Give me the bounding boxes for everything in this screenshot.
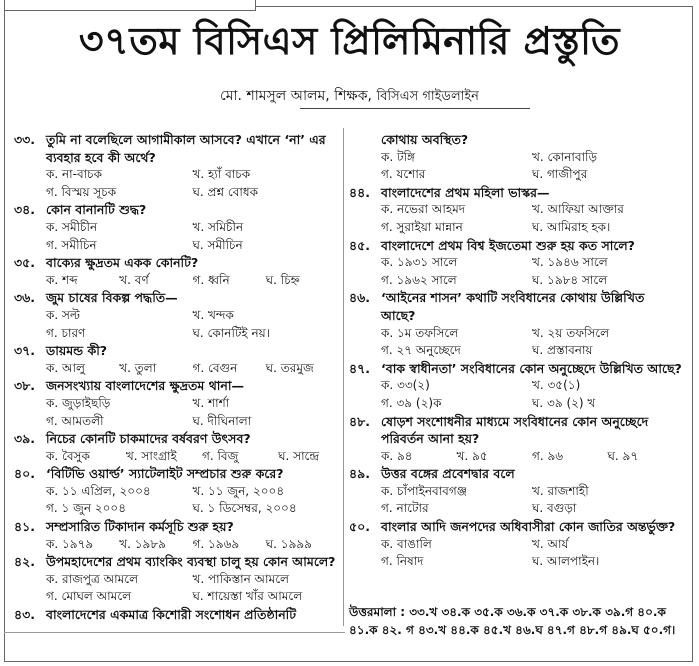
question-42 xyxy=(14,553,339,571)
option-gha: ঘ. ১৯৮৪ সালে xyxy=(532,272,608,287)
options-40 xyxy=(14,483,339,518)
question-text: উত্তর বঙ্গের প্রবেশদ্বার বলে xyxy=(381,466,515,482)
option-ka: ক. টঙ্গি xyxy=(381,149,415,164)
question-number: ৪১. xyxy=(14,519,35,535)
question-38 xyxy=(14,377,339,395)
question-50 xyxy=(349,518,683,536)
question-36 xyxy=(14,289,339,307)
options-46 xyxy=(349,325,683,360)
byline xyxy=(0,86,699,107)
question-number: ৩৭. xyxy=(14,343,36,359)
question-47 xyxy=(349,360,683,378)
bottom-rule xyxy=(4,632,345,633)
answer-key: উত্তরমালা : ৩৩.খ ৩৪.ক ৩৫.ক ৩৬.ক ৩৭.ক ৩৮.ক ৩৯.গ ৪০.ক ৪১.ক ৪২. গ ৪৩.খ ৪৪.ক ৪৫.খ ৪৬.ঘ ৪৭.গ ৪৮.গ ৪৯.ঘ ৫০.গ। xyxy=(349,605,676,637)
option-ka: ক. ১ম তফসিলে xyxy=(381,325,459,340)
option-kha: খ. ৯৫ xyxy=(456,448,488,463)
question-46 xyxy=(349,289,683,324)
option-ka: ক. শব্দ xyxy=(46,272,78,287)
question-text: তুমি না বলেছিলে আগামীকাল আসবে? এখানে ‘না’ এর ব্যবহার হবে কী অর্থে? xyxy=(46,132,326,165)
option-ka: ক. জুড়াইছড়ি xyxy=(46,395,111,410)
question-number: ৩৬. xyxy=(14,290,36,306)
question-text: উপমহাদেশের প্রথম ব্যাংকিং ব্যবস্থা চালু হয় কোন আমলে? xyxy=(46,554,336,570)
author-name: মো. শামসুল আলম, শিক্ষক, xyxy=(220,88,373,104)
question-number-spacer xyxy=(349,131,381,149)
option-gha: ঘ. বগুড়া xyxy=(532,501,577,516)
question-number: ৪৬. xyxy=(349,290,370,306)
option-kha: খ. সমিচীন xyxy=(192,219,244,234)
header-tab-decoration xyxy=(4,0,256,11)
option-kha: খ. তুলা xyxy=(119,360,157,375)
option-kha: খ. ৩৫(১) xyxy=(532,378,581,393)
option-gha: ঘ. চিহ্ন xyxy=(265,272,300,287)
option-kha: খ. আফিয়া আক্তার xyxy=(532,202,624,217)
question-number: ৩৮. xyxy=(14,378,35,394)
option-ga: গ. আমতলী xyxy=(46,413,104,428)
option-gha: ঘ. দীঘিনালা xyxy=(192,413,252,428)
option-ga: গ. ১৯৬২ সালে xyxy=(381,272,457,287)
option-kha: খ. সাংগ্রাই xyxy=(125,448,177,463)
option-ka: ক. সমীচীন xyxy=(46,219,98,234)
question-text: বাংলাদেশের প্রথম মহিলা ভাস্কর— xyxy=(381,184,550,200)
question-43-continued xyxy=(349,131,683,149)
question-number: ৪০. xyxy=(14,466,35,482)
question-number: ৪৩. xyxy=(14,607,35,623)
option-kha: খ. আর্য xyxy=(532,536,569,551)
question-text: বাংলাদেশের একমাত্র কিশোরী সংশোধন প্রতিষ্ঠানটি xyxy=(46,607,297,623)
question-text: কোথায় অবস্থিত? xyxy=(381,132,469,147)
option-ga: গ. ধ্বনি xyxy=(192,272,230,287)
option-gha: ঘ. ৩৯ (২) খ xyxy=(532,395,596,410)
option-ka: ক. আলু xyxy=(46,360,85,375)
options-45 xyxy=(349,254,683,289)
option-ka: ক. বৈসুক xyxy=(46,448,90,463)
question-text: ষোড়শ সংশোধনীর মাধ্যমে সংবিধানের কোন অনুচ্ছেদে পরিবর্তন আনা হয়? xyxy=(381,413,649,447)
option-gha: ঘ. আমিরাহ হক। xyxy=(532,219,611,234)
right-column xyxy=(349,131,683,571)
question-number: ৪৪. xyxy=(349,184,370,200)
options-49 xyxy=(349,483,683,518)
option-kha: খ. পাকিস্তান আমলে xyxy=(192,571,289,586)
question-number: ৪৭. xyxy=(349,360,370,376)
option-ka: ক. সল্ট xyxy=(46,307,80,322)
option-gha: ঘ. ১ ডিসেম্বর, ২০০৪ xyxy=(192,501,297,516)
question-text: ‘বিটিভি ওয়ার্ল্ড’ স্যাটেলাইট সম্প্রচার শুরু করে? xyxy=(46,466,284,482)
option-kha: খ. রাজশাহী xyxy=(532,483,589,498)
option-kha: খ. ২য় তফসিলে xyxy=(532,325,610,340)
question-35 xyxy=(14,254,339,272)
left-column xyxy=(14,131,339,624)
question-40 xyxy=(14,465,339,483)
option-ga: গ. নিষাদ xyxy=(381,554,424,569)
option-kha: খ. বর্ণ xyxy=(119,272,149,287)
option-ga: গ. নাটোর xyxy=(381,501,429,516)
option-ka: ক. চাঁপাইনবাবগঞ্জ xyxy=(381,483,467,498)
option-ga: গ. ১৯৬৯ xyxy=(192,536,240,551)
options-44 xyxy=(349,201,683,236)
option-ka: ক. নভেরা আহমদ xyxy=(381,202,466,217)
options-48 xyxy=(349,448,683,466)
question-number: ৫০. xyxy=(349,519,370,535)
option-ga: গ. ৯৬ xyxy=(532,448,564,463)
organization-name: বিসিএস গাইডলাইন xyxy=(376,89,479,104)
question-text: ডায়মন্ড কী? xyxy=(46,343,108,359)
question-37 xyxy=(14,342,339,360)
options-37 xyxy=(14,360,339,378)
options-35 xyxy=(14,272,339,290)
question-text: জনসংখ্যায় বাংলাদেশের ক্ষুদ্রতম থানা— xyxy=(46,378,245,394)
option-kha: খ. কোনাবাড়ি xyxy=(532,149,598,164)
option-ga: গ. মোঘল আমলে xyxy=(46,589,132,604)
question-45 xyxy=(349,237,683,255)
options-41 xyxy=(14,536,339,554)
options-43 xyxy=(349,149,683,184)
question-43 xyxy=(14,606,339,624)
option-ka: ক. না-বাচক xyxy=(46,167,103,182)
option-gha: ঘ. প্রশ্ন বোধক xyxy=(192,184,259,199)
question-number: ৪২. xyxy=(14,554,35,570)
option-gha: ঘ. আলপাইন। xyxy=(532,554,600,569)
option-kha: খ. খন্দক xyxy=(192,307,234,322)
option-gha: ঘ. সমীচিন xyxy=(192,237,243,252)
option-ga: গ. যশোর xyxy=(381,167,426,182)
options-50 xyxy=(349,536,683,571)
option-gha: ঘ. গাজীপুর xyxy=(532,167,588,182)
option-ga: গ. ২৭ অনুচ্ছেদে xyxy=(381,343,461,358)
option-kha: খ. ১৯৮৯ xyxy=(119,536,166,551)
question-number: ৪৫. xyxy=(349,237,370,253)
option-ga: গ. ১ জুন ২০০৪ xyxy=(46,501,127,516)
option-ga: গ. চারণ xyxy=(46,325,86,340)
question-48 xyxy=(349,413,683,448)
option-kha: খ. ১৯৪৬ সালে xyxy=(532,255,608,270)
option-ga: গ. ৩৯ (২)ক xyxy=(381,395,442,410)
options-34 xyxy=(14,219,339,254)
options-38 xyxy=(14,395,339,430)
question-33 xyxy=(14,131,339,166)
options-36 xyxy=(14,307,339,342)
question-49 xyxy=(349,465,683,483)
question-text: জুম চাষের বিকল্প পদ্ধতি— xyxy=(46,290,178,306)
question-text: সম্প্রসারিত টিকাদান কর্মসূচি শুরু হয়? xyxy=(46,519,234,535)
question-39 xyxy=(14,430,339,448)
option-gha: ঘ. তরমুজ xyxy=(265,360,314,375)
options-47 xyxy=(349,377,683,412)
option-ka: ক. ১৯৩১ সালে xyxy=(381,255,458,270)
question-text: বাংলার আদি জনপদের অধিবাসীরা কোন জাতির অন্তর্ভুক্ত? xyxy=(381,519,676,535)
option-ka: ক. ৩৩(২) xyxy=(381,378,430,393)
column-divider xyxy=(343,128,344,626)
question-number: ৩৩. xyxy=(14,132,36,147)
option-kha: খ. হ্যাঁ বাচক xyxy=(192,167,251,182)
question-text: ‘বাক স্বাধীনতা’ সংবিধানের কোন অনুচ্ছেদে উল্লিখিত আছে? xyxy=(381,360,682,376)
option-ka: ক. ১৯৭৯ xyxy=(46,536,94,551)
options-39 xyxy=(14,448,339,466)
question-41 xyxy=(14,518,339,536)
option-gha: ঘ. সান্দ্রে xyxy=(278,448,320,463)
option-ga: গ. সমীচিন xyxy=(46,237,97,252)
option-gha: ঘ. প্রস্তাবনায় xyxy=(532,343,593,358)
question-number: ৩৯. xyxy=(14,431,35,447)
question-number: ৪৮. xyxy=(349,413,370,429)
option-ka: ক. বাঙালি xyxy=(381,536,432,551)
question-text: বাক্যের ক্ষুদ্রতম একক কোনটি? xyxy=(46,255,199,271)
option-gha: ঘ. কোনটিই নয়। xyxy=(192,325,270,340)
option-gha: ঘ. ৯৭ xyxy=(607,448,639,463)
question-text: বাংলাদেশে প্রথম বিশ্ব ইজতেমা শুরু হয় কত সালে? xyxy=(381,237,635,253)
question-44 xyxy=(349,184,683,202)
option-ga: গ. সুরাইয়া মান্নান xyxy=(381,219,463,234)
option-ka: ক. ৯৪ xyxy=(381,448,413,463)
option-kha: খ. ১১ জুন, ২০০৪ xyxy=(192,483,285,498)
options-42 xyxy=(14,571,339,606)
question-text: ‘আইনের শাসন’ কথাটি সংবিধানের কোথায় উল্লিখিত আছে? xyxy=(381,290,645,323)
byline-underline xyxy=(300,108,530,109)
question-number: ৪৯. xyxy=(349,466,370,482)
question-number: ৩৪. xyxy=(14,202,35,218)
options-33 xyxy=(14,166,339,201)
option-ga: গ. বেগুন xyxy=(192,360,238,375)
option-gha: ঘ. শায়েস্তা খাঁর আমলে xyxy=(192,589,303,604)
option-ka: ক. রাজপুত্র আমলে xyxy=(46,571,139,586)
option-ga: গ. বিস্ময় সূচক xyxy=(46,184,117,199)
question-text: কোন বানানটি শুদ্ধ? xyxy=(46,202,147,218)
option-ga: গ. বিজু xyxy=(202,448,239,463)
option-gha: ঘ. ১৯৯৯ xyxy=(265,536,312,551)
question-text: নিচের কোনটি চাকমাদের বর্ষবরণ উৎসব? xyxy=(46,431,251,447)
option-kha: খ. শার্শা xyxy=(192,395,230,410)
question-34 xyxy=(14,201,339,219)
page-title: ৩৭তম বিসিএস প্রিলিমিনারি প্রস্তুতি xyxy=(78,18,621,63)
option-ka: ক. ১১ এপ্রিল, ২০০৪ xyxy=(46,483,151,498)
question-number: ৩৫. xyxy=(14,255,35,271)
